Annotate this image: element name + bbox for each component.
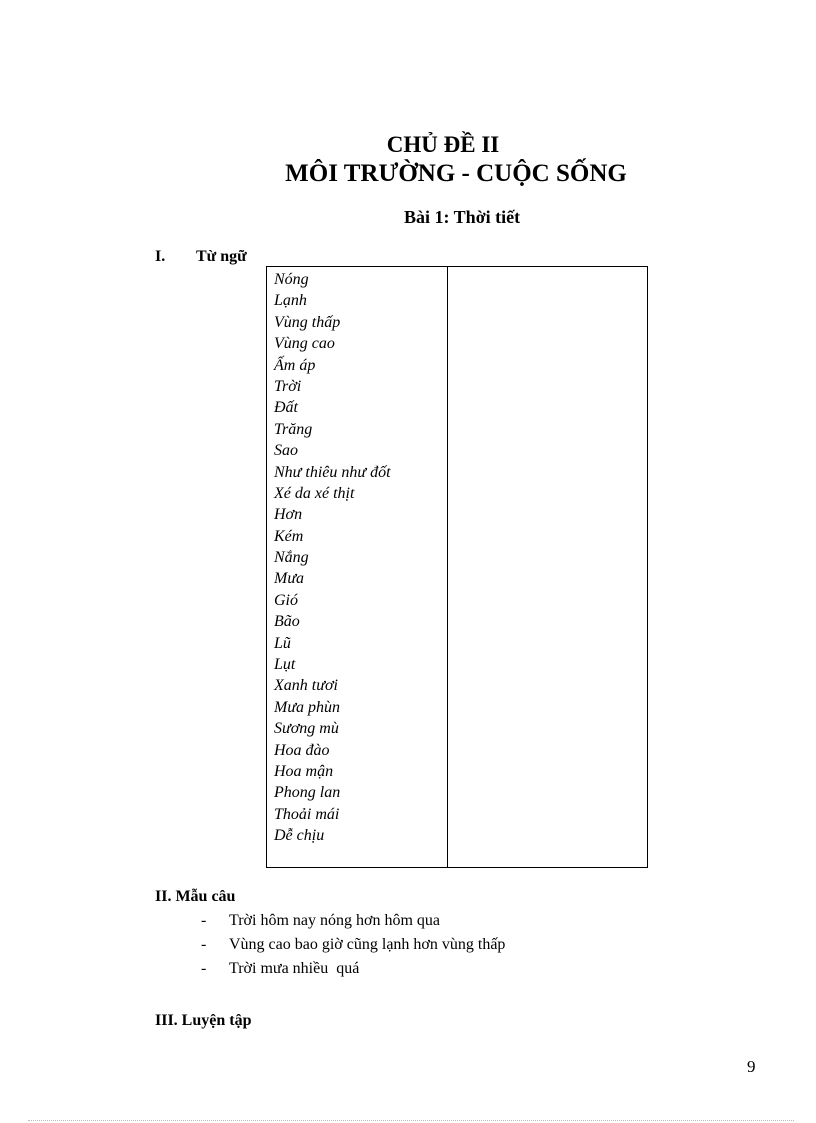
vocab-word: Trời [274,377,302,395]
section1-number: I. [155,248,166,265]
topic-title: MÔI TRƯỜNG - CUỘC SỐNG [285,160,627,187]
section2-heading: II. Mẫu câu [155,888,236,905]
sentence-pattern-text: Trời mưa nhiều quá [229,960,360,977]
page-number: 9 [747,1057,756,1076]
vocab-word: Như thiêu như đốt [274,463,391,481]
chapter-title: CHỦ ĐỀ II [386,132,500,157]
sentence-pattern-item [201,909,505,933]
translation-column [448,267,647,867]
vocab-word: Kém [274,527,304,545]
vocab-word: Gió [274,591,298,609]
vocab-word: Bão [274,613,300,631]
vocab-word: Hoa đào [274,741,330,759]
vocab-word: Vùng cao [274,335,335,353]
sentence-pattern-item [201,957,505,981]
sentence-pattern-item [201,933,505,957]
vocab-word: Lũ [274,634,291,652]
vocab-word: Nóng [274,271,309,288]
bottom-rule [28,1120,794,1121]
vocabulary-table [266,266,648,868]
vocab-word: Ấm áp [274,356,316,374]
vocab-word: Hoa mận [274,762,334,780]
vocab-word: Lạnh [274,292,307,310]
vocabulary-column [267,267,448,867]
vocab-word: Xé da xé thịt [274,484,355,502]
lesson-title: Bài 1: Thời tiết [404,207,521,227]
sentence-pattern-text: Vùng cao bao giờ cũng lạnh hơn vùng thấp [229,936,506,953]
vocab-word: Mưa [274,570,305,588]
vocab-word: Trăng [274,420,313,438]
section3-heading: III. Luyện tập [155,1012,252,1029]
sentence-pattern-list [201,909,505,981]
vocab-word: Thoải mái [274,805,340,823]
section1-heading: Từ ngữ [196,248,247,265]
vocab-word: Đất [274,399,298,417]
vocab-word: Nắng [274,549,309,567]
vocab-word: Phong lan [274,784,341,802]
bullet-dash: - [201,936,207,953]
vocab-word: Dễ chịu [274,827,325,845]
bullet-dash: - [201,960,207,977]
vocab-word: Mưa phùn [274,698,341,716]
vocab-word: Vùng thấp [274,313,341,331]
vocab-word: Xanh tươi [274,677,338,695]
vocab-word: Sương mù [274,720,339,738]
vocab-word: Lụt [274,656,296,674]
bullet-dash: - [201,912,207,929]
vocab-word: Hơn [274,506,303,524]
vocab-word: Sao [274,442,298,460]
sentence-pattern-text: Trời hôm nay nóng hơn hôm qua [229,912,440,929]
